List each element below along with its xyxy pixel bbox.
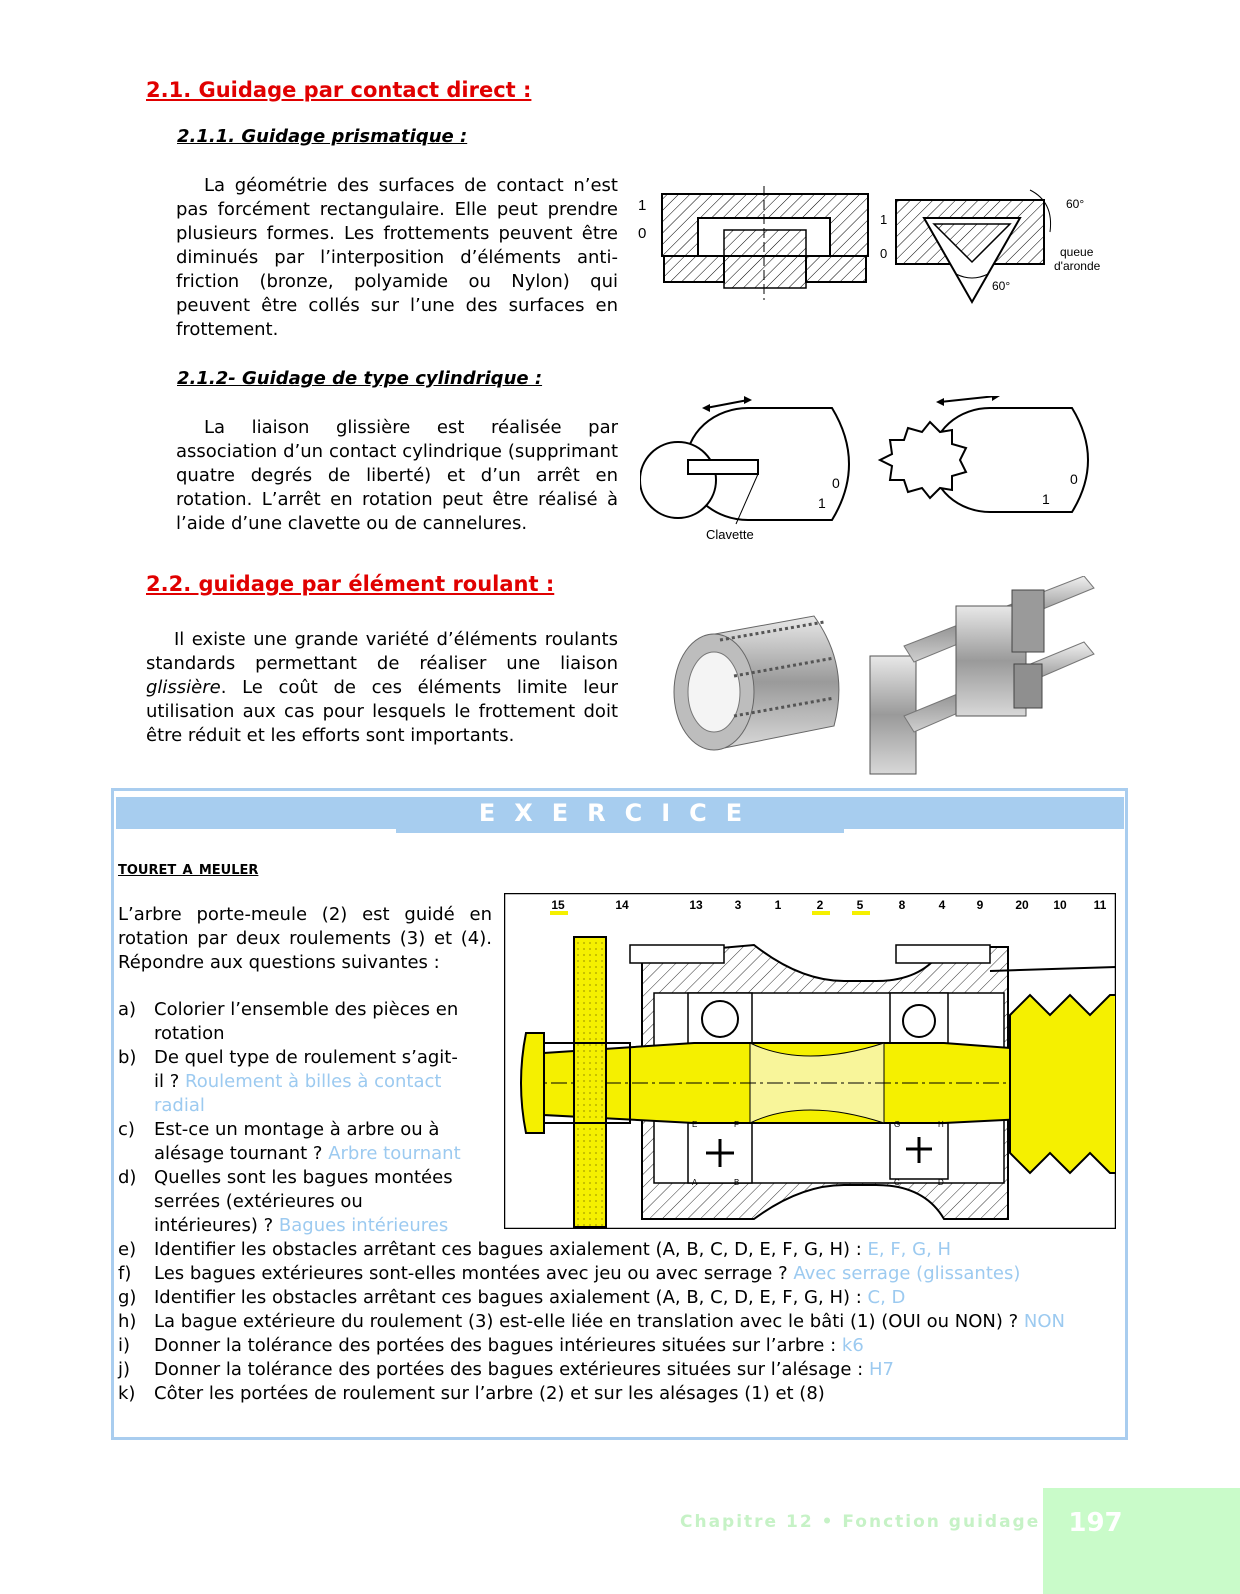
roulant-text-1: Il existe une grande variété d’éléments roulants standards permettant de réaliser une liaison <box>146 629 618 674</box>
question-line: Colorier l’ensemble des pièces en <box>154 999 459 1020</box>
screw-9-drawing <box>896 945 990 963</box>
obstacle-letter-B: B <box>734 1178 740 1187</box>
question-g <box>118 1286 1118 1310</box>
question-e <box>118 1238 1118 1262</box>
linear-guide-assembly-image <box>870 576 1094 774</box>
answer-text: Bagues intérieures <box>278 1215 449 1236</box>
label-queue: queue <box>1060 245 1094 259</box>
footer-chapter: Chapitre 12 • Fonction guidage <box>680 1512 1041 1532</box>
question-a <box>118 998 492 1046</box>
heading-2-2-text: 2.2. guidage par élément roulant : <box>146 572 555 596</box>
footer-page-number: 197 <box>1068 1508 1123 1538</box>
answer-text: Roulement à billes à contact <box>185 1071 442 1092</box>
question-label: i) <box>118 1335 131 1356</box>
obstacle-letter-G: G <box>894 1120 901 1129</box>
obstacle-letter-A: A <box>692 1178 698 1187</box>
heading-2-2 <box>146 572 554 596</box>
question-text: Identifier les obstacles arrêtant ces bagues axialement (A, B, C, D, E, F, G, H) : <box>154 1287 868 1308</box>
obstacle-letter-E: E <box>692 1120 698 1129</box>
question-text: Côter les portées de roulement sur l’arbre (2) et sur les alésages (1) et (8) <box>154 1383 825 1404</box>
part-number-15: 15 <box>551 898 565 912</box>
question-text: Donner la tolérance des portées des bagues extérieures situées sur l’alésage : <box>154 1359 869 1380</box>
question-label: h) <box>118 1311 137 1332</box>
question-label: e) <box>118 1239 137 1260</box>
heading-2-1-2: 2.1.2- Guidage de type cylindrique : <box>177 368 543 389</box>
angle-top: 60° <box>1066 197 1085 211</box>
question-k <box>118 1382 1118 1406</box>
part-number-1: 1 <box>774 898 782 912</box>
cyl-label-0b: 0 <box>1070 471 1078 487</box>
question-label: j) <box>118 1359 131 1380</box>
screw-14-drawing <box>630 945 724 963</box>
part-number-11: 11 <box>1093 898 1107 912</box>
question-label: d) <box>118 1167 137 1188</box>
paragraph-prismatique: La géométrie des surfaces de contact n’est pas forcément rectangulaire. Elle peut prendre plusieurs formes. Les frottements peuvent être diminués par l’interposition d’éléments anti-friction (bronze, polyamide ou Nylon) qui peuvent être collés sur l’une des surfaces en frottement. <box>176 175 618 340</box>
roulant-text-2: . Le coût de ces éléments limite leur utilisation aux cas pour lesquels le frottement doit être réduit et les efforts sont importants. <box>146 677 618 746</box>
label-0: 0 <box>638 225 647 242</box>
question-line: De quel type de roulement s’agit- <box>154 1047 458 1068</box>
part-number-20: 20 <box>1015 898 1029 912</box>
roulant-text-italic: glissière <box>146 677 221 698</box>
question-j <box>118 1358 1118 1382</box>
question-c <box>118 1118 492 1166</box>
question-d <box>118 1166 492 1238</box>
label-aronde: d'aronde <box>1054 259 1101 273</box>
exercise-title <box>118 858 258 879</box>
answer-text: Avec serrage (glissantes) <box>793 1263 1021 1284</box>
answer-text: NON <box>1023 1311 1066 1332</box>
heading-2-1: 2.1. Guidage par contact direct : <box>146 78 532 102</box>
linear-bushing-image <box>674 616 839 750</box>
label-1: 1 <box>638 197 647 214</box>
cylindrical-figure <box>640 396 1120 548</box>
answer-text: k6 <box>841 1335 864 1356</box>
question-label: c) <box>118 1119 135 1140</box>
part-number-10: 10 <box>1053 898 1067 912</box>
part-number-2: 2 <box>816 898 824 912</box>
question-line: serrées (extérieures ou <box>154 1191 363 1212</box>
answer-text: Arbre tournant <box>328 1143 461 1164</box>
cyl-label-1b: 1 <box>1042 491 1050 507</box>
question-i <box>118 1334 1118 1358</box>
question-label: b) <box>118 1047 137 1068</box>
rolling-elements-figure <box>664 576 1114 782</box>
part-number-9: 9 <box>976 898 984 912</box>
question-line: Est-ce un montage à arbre ou à <box>154 1119 440 1140</box>
question-label: k) <box>118 1383 136 1404</box>
part-number-13: 13 <box>689 898 703 912</box>
question-text: Donner la tolérance des portées des bagues intérieures situées sur l’arbre : <box>154 1335 842 1356</box>
question-label: a) <box>118 999 137 1020</box>
part-number-14: 14 <box>615 898 629 912</box>
angle-bottom: 60° <box>992 279 1011 293</box>
label-clavette: Clavette <box>706 527 754 542</box>
question-line: il ? <box>154 1071 180 1092</box>
obstacle-letter-H: H <box>938 1120 944 1129</box>
answer-text: E, F, G, H <box>867 1239 952 1260</box>
cyl-label-1a: 1 <box>818 495 826 511</box>
pulley-11-drawing <box>1010 995 1116 1173</box>
question-label: g) <box>118 1287 137 1308</box>
question-text: La bague extérieure du roulement (3) est-elle liée en translation avec le bâti (1) (OUI ou NON) ? <box>154 1311 1024 1332</box>
question-f <box>118 1262 1118 1286</box>
question-line: rotation <box>154 1023 225 1044</box>
prismatic-figure <box>634 182 1124 312</box>
paragraph-roulant <box>146 628 618 748</box>
question-b <box>118 1046 492 1118</box>
exercise-intro: L’arbre porte-meule (2) est guidé en rotation par deux roulements (3) et (4). Répondre aux questions suivantes : <box>118 904 492 973</box>
splined-shaft-drawing <box>880 396 1088 512</box>
part-number-8: 8 <box>898 898 906 912</box>
answer-text: H7 <box>868 1359 894 1380</box>
answer-text: radial <box>154 1095 205 1116</box>
answer-text: C, D <box>867 1287 906 1308</box>
exercise-title-text: touret a meuler <box>118 858 259 879</box>
paragraph-cylindrique: La liaison glissière est réalisée par association d’un contact cylindrique (supprimant quatre degrés de liberté) et d’un arrêt en rotation. L’arrêt en rotation peut être réalisé à l’aide d’une clavette ou de cannelures. <box>176 417 618 534</box>
question-line: intérieures) ? <box>154 1215 274 1236</box>
heading-2-1-1: 2.1.1. Guidage prismatique : <box>177 126 468 147</box>
part-number-5: 5 <box>856 898 864 912</box>
obstacle-letter-F: F <box>734 1120 739 1129</box>
footer-page-band <box>1043 1488 1240 1594</box>
obstacle-letter-D: D <box>938 1178 944 1187</box>
part-number-4: 4 <box>938 898 946 912</box>
exercise-banner-title: EXERCICE RESOLU <box>396 794 844 833</box>
question-text: Les bagues extérieures sont-elles montées avec jeu ou avec serrage ? <box>154 1263 794 1284</box>
label-1b: 1 <box>880 212 888 227</box>
part-number-3: 3 <box>734 898 742 912</box>
cyl-label-0a: 0 <box>832 475 840 491</box>
question-line: Quelles sont les bagues montées <box>154 1167 453 1188</box>
rectangular-slide-drawing <box>662 186 868 300</box>
question-line: alésage tournant ? <box>154 1143 323 1164</box>
touret-drawing <box>504 893 1116 1229</box>
dovetail-drawing <box>896 190 1051 302</box>
question-h <box>118 1310 1118 1334</box>
question-text: Identifier les obstacles arrêtant ces bagues axialement (A, B, C, D, E, F, G, H) : <box>154 1239 868 1260</box>
label-0b: 0 <box>880 246 888 261</box>
obstacle-letter-C: C <box>894 1178 900 1187</box>
question-label: f) <box>118 1263 132 1284</box>
